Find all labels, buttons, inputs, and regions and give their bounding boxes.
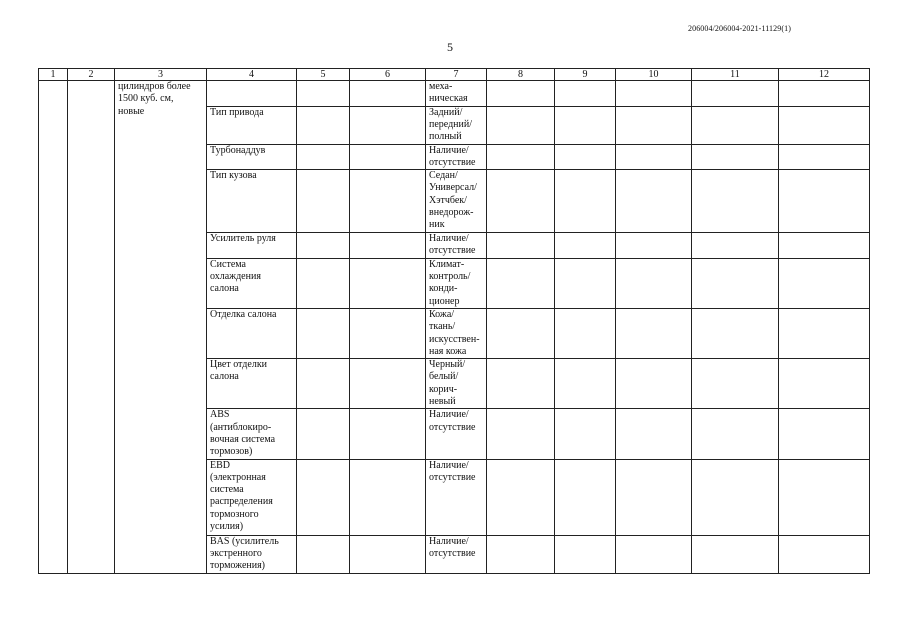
spec-table xyxy=(38,68,870,574)
empty-cell xyxy=(779,409,870,459)
empty-cell xyxy=(297,459,350,535)
empty-cell xyxy=(555,258,616,308)
col-header-3: 3 xyxy=(115,69,207,81)
attribute-cell xyxy=(207,81,297,107)
attribute-name: Тип кузова xyxy=(210,170,257,182)
values-cell xyxy=(426,535,487,573)
empty-cell xyxy=(350,459,426,535)
empty-cell xyxy=(350,81,426,107)
col-header-12: 12 xyxy=(779,69,870,81)
attribute-cell xyxy=(207,459,297,535)
attribute-cell xyxy=(207,106,297,144)
attribute-values: Наличие/ отсутствие xyxy=(429,144,476,168)
attribute-name: ABS (антиблокиро- вочная система тормозов) xyxy=(210,409,276,458)
empty-cell xyxy=(692,359,779,409)
col-header-8: 8 xyxy=(487,69,555,81)
empty-cell xyxy=(616,233,692,259)
empty-cell xyxy=(350,233,426,259)
empty-cell xyxy=(350,308,426,358)
values-cell xyxy=(426,170,487,233)
attribute-values: Черный/ белый/ корич- невый xyxy=(429,359,466,408)
empty-cell xyxy=(555,409,616,459)
empty-cell xyxy=(616,170,692,233)
empty-cell xyxy=(350,359,426,409)
attribute-values: Наличие/ отсутствие xyxy=(429,233,476,257)
empty-cell xyxy=(297,170,350,233)
col-header-7: 7 xyxy=(426,69,487,81)
col-header-4: 4 xyxy=(207,69,297,81)
empty-cell xyxy=(487,170,555,233)
empty-cell xyxy=(297,144,350,170)
empty-cell xyxy=(297,233,350,259)
attribute-values: Наличие/ отсутствие xyxy=(429,459,476,483)
col-header-2: 2 xyxy=(68,69,115,81)
empty-cell xyxy=(779,106,870,144)
empty-cell xyxy=(350,144,426,170)
values-cell xyxy=(426,258,487,308)
attribute-values: Седан/ Универсал/ Хэтчбек/ внедорож- ник xyxy=(429,170,477,231)
empty-cell xyxy=(616,258,692,308)
empty-cell xyxy=(779,258,870,308)
empty-cell xyxy=(692,81,779,107)
attribute-cell xyxy=(207,144,297,170)
col-header-11: 11 xyxy=(692,69,779,81)
values-cell xyxy=(426,81,487,107)
attribute-name: Система охлаждения салона xyxy=(210,258,261,295)
empty-cell xyxy=(297,106,350,144)
attribute-values: меха- ническая xyxy=(429,81,468,105)
attribute-cell xyxy=(207,258,297,308)
attribute-cell xyxy=(207,170,297,233)
attribute-cell xyxy=(207,535,297,573)
empty-cell xyxy=(487,308,555,358)
empty-cell xyxy=(487,359,555,409)
attribute-name: Турбонаддув xyxy=(210,144,266,156)
attribute-name: Отделка салона xyxy=(210,308,277,320)
col-header-1: 1 xyxy=(39,69,68,81)
column-header-row xyxy=(39,69,870,81)
empty-cell xyxy=(487,233,555,259)
col-header-5: 5 xyxy=(297,69,350,81)
empty-cell xyxy=(692,409,779,459)
empty-cell xyxy=(616,459,692,535)
category-text: цилиндров более 1500 куб. см, новые xyxy=(118,81,191,117)
attribute-name: BAS (усилитель экстренного торможения) xyxy=(210,535,279,572)
empty-cell xyxy=(616,144,692,170)
values-cell xyxy=(426,459,487,535)
empty-cell xyxy=(297,359,350,409)
empty-cell xyxy=(555,81,616,107)
empty-cell xyxy=(555,535,616,573)
empty-cell xyxy=(779,459,870,535)
empty-cell xyxy=(297,535,350,573)
merged-cell-col1 xyxy=(39,81,68,574)
category-cell xyxy=(115,81,207,574)
empty-cell xyxy=(779,81,870,107)
empty-cell xyxy=(350,106,426,144)
attribute-values: Наличие/ отсутствие xyxy=(429,409,476,433)
attribute-name: Тип привода xyxy=(210,106,264,118)
empty-cell xyxy=(555,170,616,233)
col-header-10: 10 xyxy=(616,69,692,81)
empty-cell xyxy=(487,81,555,107)
empty-cell xyxy=(779,233,870,259)
empty-cell xyxy=(692,258,779,308)
attribute-values: Наличие/ отсутствие xyxy=(429,535,476,559)
empty-cell xyxy=(297,308,350,358)
empty-cell xyxy=(692,144,779,170)
empty-cell xyxy=(692,233,779,259)
attribute-cell xyxy=(207,359,297,409)
values-cell xyxy=(426,106,487,144)
merged-cell-col2 xyxy=(68,81,115,574)
empty-cell xyxy=(297,409,350,459)
empty-cell xyxy=(487,535,555,573)
empty-cell xyxy=(692,308,779,358)
empty-cell xyxy=(350,535,426,573)
empty-cell xyxy=(487,258,555,308)
empty-cell xyxy=(350,170,426,233)
attribute-cell xyxy=(207,233,297,259)
attribute-values: Кожа/ ткань/ искусствен- ная кожа xyxy=(429,308,480,357)
empty-cell xyxy=(350,409,426,459)
empty-cell xyxy=(779,535,870,573)
document-id: 206004/206004-2021-11129(1) xyxy=(688,24,791,33)
attribute-name: Цвет отделки салона xyxy=(210,359,268,383)
empty-cell xyxy=(487,409,555,459)
empty-cell xyxy=(692,459,779,535)
empty-cell xyxy=(779,308,870,358)
empty-cell xyxy=(555,106,616,144)
empty-cell xyxy=(779,170,870,233)
col-header-6: 6 xyxy=(350,69,426,81)
values-cell xyxy=(426,144,487,170)
empty-cell xyxy=(555,459,616,535)
empty-cell xyxy=(616,535,692,573)
attribute-values: Климат- контроль/ конди- ционер xyxy=(429,258,471,307)
empty-cell xyxy=(616,409,692,459)
empty-cell xyxy=(555,308,616,358)
attribute-name: Усилитель руля xyxy=(210,233,276,245)
empty-cell xyxy=(616,106,692,144)
empty-cell xyxy=(487,144,555,170)
empty-cell xyxy=(487,459,555,535)
values-cell xyxy=(426,359,487,409)
values-cell xyxy=(426,308,487,358)
empty-cell xyxy=(487,106,555,144)
col-header-9: 9 xyxy=(555,69,616,81)
empty-cell xyxy=(692,535,779,573)
empty-cell xyxy=(779,144,870,170)
empty-cell xyxy=(297,258,350,308)
empty-cell xyxy=(616,81,692,107)
empty-cell xyxy=(555,233,616,259)
empty-cell xyxy=(555,144,616,170)
empty-cell xyxy=(692,170,779,233)
attribute-cell xyxy=(207,409,297,459)
empty-cell xyxy=(350,258,426,308)
values-cell xyxy=(426,233,487,259)
empty-cell xyxy=(555,359,616,409)
empty-cell xyxy=(616,308,692,358)
empty-cell xyxy=(779,359,870,409)
values-cell xyxy=(426,409,487,459)
attribute-name: EBD (электронная система распределения тормозного усилия) xyxy=(210,459,273,533)
table-row xyxy=(39,81,870,107)
empty-cell xyxy=(297,81,350,107)
attribute-cell xyxy=(207,308,297,358)
page-number: 5 xyxy=(447,40,453,54)
attribute-values: Задний/ передний/ полный xyxy=(429,106,473,143)
empty-cell xyxy=(692,106,779,144)
empty-cell xyxy=(616,359,692,409)
